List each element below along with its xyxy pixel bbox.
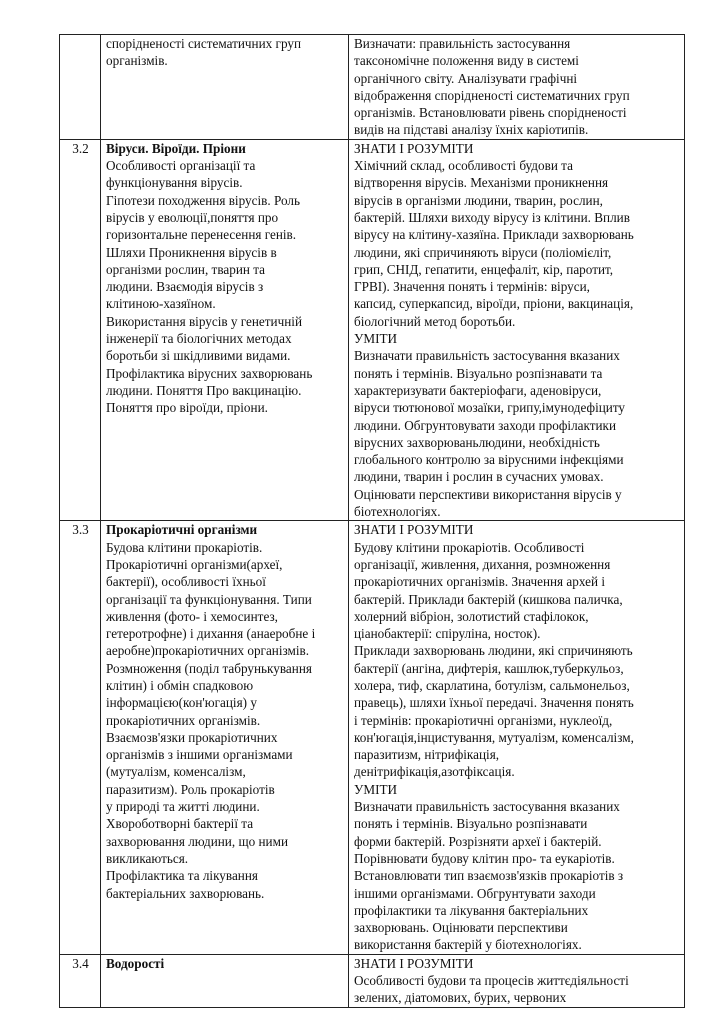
topic-line: організмів з іншими організмами: [106, 747, 293, 763]
requirement-line: понять і термінів. Візуально розпізнавати та: [354, 365, 603, 381]
topic-line: спорідненості систематичних груп: [106, 36, 302, 51]
topic-line: Поняття про віроїди, пріони.: [106, 400, 268, 416]
requirement-line: УМІТИ: [354, 781, 398, 797]
topic-line: клітиною-хазяїном.: [106, 296, 216, 312]
table-row: [60, 521, 685, 954]
requirement-line: паразитизм, нітрифікація,: [354, 747, 500, 763]
topic-line: паразитизм). Роль прокаріотів: [106, 781, 275, 797]
topic-line: інженерії та біологічних методах: [106, 331, 292, 347]
topic-line: Взаємозв'язки прокаріотичних: [106, 729, 278, 745]
requirement-line: кон'югація,інцистування, мутуалізм, коменсалізм,: [354, 729, 634, 745]
requirement-line: іншими організмами. Обгрунтувати заходи: [354, 885, 596, 901]
topic-line: Гіпотези походження вірусів. Роль: [106, 192, 300, 208]
topic-line: Використання вірусів у генетичній: [106, 313, 303, 329]
topic-cell: [101, 139, 349, 521]
table-body: [60, 35, 685, 1008]
table-row: [60, 139, 685, 521]
topic-line: Профілактика вірусних захворювань: [106, 365, 313, 381]
requirement-line: грип, СНІД, гепатити, енцефаліт, кір, паротит,: [354, 261, 614, 277]
requirements-cell: [349, 35, 685, 140]
topic-line: людини. Поняття Про вакцинацію.: [106, 382, 302, 398]
topic-line: функціонування вірусів.: [106, 175, 243, 191]
requirement-line: і термінів: прокаріотичні організми, нуклеоїд,: [354, 712, 613, 728]
requirement-line: капсид, суперкапсид, віроїди, пріони, вакцинація,: [354, 296, 634, 312]
requirement-line: Хімічний склад, особливості будови та: [354, 158, 573, 174]
topic-line: організми рослин, тварин та: [106, 261, 266, 277]
topic-line: захворювання людини, що ними: [106, 833, 289, 849]
requirement-line: Встановлювати тип взаємозв'язків прокаріотів з: [354, 868, 624, 884]
requirement-line: використання бактерій у біотехнологіях.: [354, 937, 582, 953]
requirement-line: органічного світу. Аналізувати графічні: [354, 70, 578, 86]
requirement-line: Визначати правильність застосування вказаних: [354, 799, 620, 815]
requirement-line: Визначати: правильність застосування: [354, 36, 571, 51]
requirement-line: вірусних захворюваньлюдини, необхідність: [354, 434, 600, 450]
requirement-line: бактерії (ангіна, дифтерія, кашлюк,туберкульоз,: [354, 660, 624, 676]
topic-title: Водорості: [106, 955, 165, 971]
topic-line: гетеротрофне) і дихання (анаеробне і: [106, 626, 316, 642]
topic-line: Хвороботворні бактерії та: [106, 816, 254, 832]
requirement-line: ЗНАТИ І РОЗУМІТИ: [354, 140, 474, 156]
requirement-line: ГРВІ). Значення понять і термінів: віруси,: [354, 279, 590, 295]
requirement-line: відображення спорідненості систематичних груп: [354, 87, 630, 103]
requirement-line: зелених, діатомових, бурих, червоних: [354, 990, 567, 1006]
requirement-line: ціанобактерії: спіруліна, носток).: [354, 626, 541, 642]
requirement-line: відтворення вірусів. Механізми проникнення: [354, 175, 609, 191]
topic-line: бактеріальних захворювань.: [106, 885, 265, 901]
section-number: [60, 35, 101, 140]
topic-line: організації та функціонування. Типи: [106, 591, 312, 607]
requirement-line: Оцінювати перспективи використання вірусів у: [354, 486, 622, 502]
requirement-line: холера, тиф, скарлатина, ботулізм, сальмонельоз,: [354, 677, 630, 693]
topic-line: Будова клітини прокаріотів.: [106, 539, 263, 555]
requirements-cell: [349, 139, 685, 521]
requirements-cell: [349, 954, 685, 1007]
requirement-line: форми бактерій. Розрізняти археї і бактерій.: [354, 833, 602, 849]
topic-line: у природі та житті людини.: [106, 799, 260, 815]
topic-line: (мутуалізм, коменсалізм,: [106, 764, 246, 780]
topic-line: боротьби зі шкідливими видами.: [106, 348, 291, 364]
requirement-line: вірусів в організми людини, тварин, рослин,: [354, 192, 603, 208]
requirement-line: УМІТИ: [354, 331, 398, 347]
requirement-line: захворювань. Оцінювати перспективи: [354, 920, 568, 936]
table-row: [60, 35, 685, 140]
section-number: 3.2: [60, 139, 101, 521]
requirement-line: віруси тютюнової мозаїки, грипу,імунодефіциту: [354, 400, 626, 416]
requirement-line: прокаріотичних організмів. Значення архей і: [354, 574, 605, 590]
requirement-line: глобального контролю за вірусними інфекціями: [354, 452, 624, 468]
requirement-line: бактерій. Шляхи виходу вірусу із клітини. Вплив: [354, 209, 630, 225]
requirement-line: Будову клітини прокаріотів. Особливості: [354, 539, 585, 555]
requirement-line: біологічний метод боротьби.: [354, 313, 516, 329]
topic-line: інформацією(кон'югація) у: [106, 695, 257, 711]
requirement-line: організації, живлення, дихання, розмноження: [354, 556, 611, 572]
topic-title: Прокаріотичні організми: [106, 522, 258, 538]
topic-line: викликаються.: [106, 850, 189, 866]
topic-line: Прокаріотичні організми(археї,: [106, 556, 283, 572]
topic-line: горизонтальне перенесення генів.: [106, 227, 297, 243]
topic-line: Розмноження (поділ табрунькування: [106, 660, 312, 676]
topic-title: Віруси. Віроїди. Пріони: [106, 140, 246, 156]
requirement-line: холерний вібріон, золотистий стафілокок,: [354, 608, 589, 624]
requirement-line: видів на підставі аналізу їхніх каріотипів.: [354, 122, 589, 138]
table-row: [60, 954, 685, 1007]
topic-line: клітин) і обмін спадковою: [106, 677, 254, 693]
section-number: 3.3: [60, 521, 101, 954]
requirement-line: Визначати правильність застосування вказаних: [354, 348, 620, 364]
topic-line: людини. Взаємодія вірусів з: [106, 279, 264, 295]
requirement-line: характеризувати бактеріофаги, аденовіруси,: [354, 382, 602, 398]
requirement-line: профілактики та лікування бактеріальних: [354, 902, 589, 918]
requirement-line: бактерій. Приклади бактерій (кишкова паличка,: [354, 591, 623, 607]
requirement-line: Особливості будови та процесів життєдіяльності: [354, 973, 629, 989]
requirement-line: вірусу на клітину-хазяїна. Приклади захворювань: [354, 227, 634, 243]
requirement-line: людини, тварин і рослин в сучасних умовах.: [354, 469, 604, 485]
topic-cell: [101, 35, 349, 140]
requirement-line: ЗНАТИ І РОЗУМІТИ: [354, 955, 474, 971]
curriculum-table: [59, 34, 685, 1008]
requirement-line: понять і термінів. Візуально розпізнавати: [354, 816, 588, 832]
topic-cell: [101, 954, 349, 1007]
topic-line: організмів.: [106, 53, 168, 69]
topic-cell: [101, 521, 349, 954]
requirement-line: Порівнювати будову клітин про- та еукаріотів.: [354, 850, 615, 866]
topic-line: аеробне)прокаріотичних організмів.: [106, 643, 310, 659]
topic-line: прокаріотичних організмів.: [106, 712, 261, 728]
requirement-line: правець), шляхи їхньої передачі. Значення понять: [354, 695, 634, 711]
section-number: 3.4: [60, 954, 101, 1007]
topic-line: бактерії), особливості їхньої: [106, 574, 266, 590]
topic-line: Шляхи Проникнення вірусів в: [106, 244, 277, 260]
requirement-line: таксономічне положення виду в системі: [354, 53, 579, 69]
topic-line: Профілактика та лікування: [106, 868, 258, 884]
topic-line: вірусів у еволюції,поняття про: [106, 209, 279, 225]
requirement-line: організмів. Встановлювати рівень спорідненості: [354, 105, 627, 121]
topic-line: Особливості організації та: [106, 158, 256, 174]
requirement-line: денітрифікація,азотфіксація.: [354, 764, 515, 780]
topic-line: живлення (фото- і хемосинтез,: [106, 608, 278, 624]
requirement-line: людини, які спричиняють віруси (поліомієліт,: [354, 244, 612, 260]
requirement-line: Приклади захворювань людини, які спричиняють: [354, 643, 633, 659]
requirement-line: людини. Обгрунтовувати заходи профілактики: [354, 417, 617, 433]
requirement-line: ЗНАТИ І РОЗУМІТИ: [354, 522, 474, 538]
requirements-cell: [349, 521, 685, 954]
requirement-line: біотехнологіях.: [354, 504, 441, 520]
